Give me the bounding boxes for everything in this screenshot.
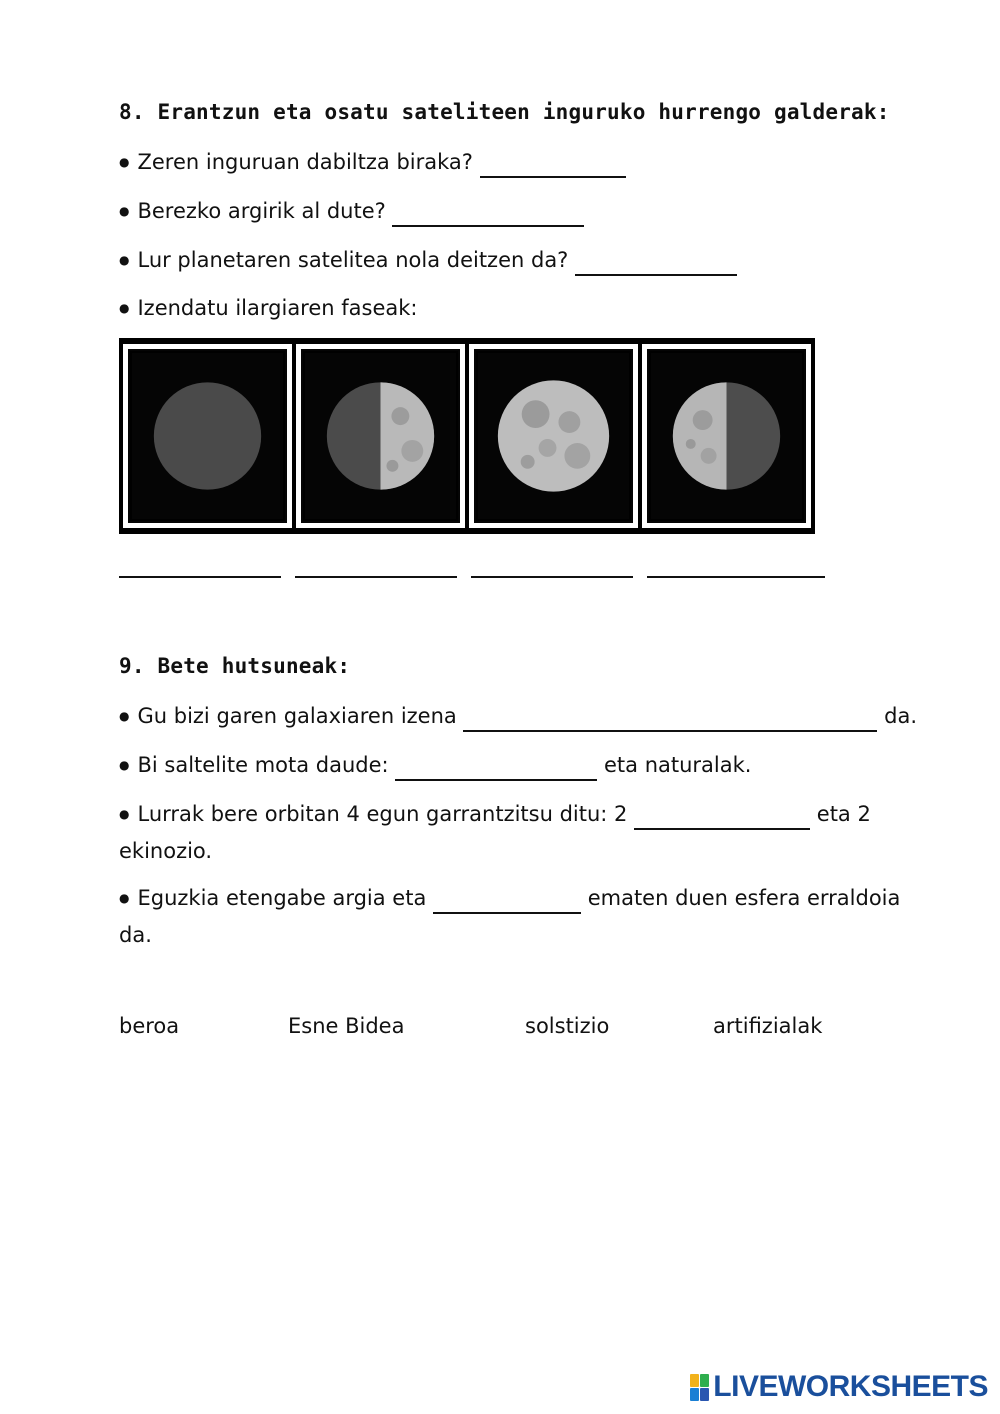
new-moon-picture (123, 344, 292, 528)
phase-answer-field-4[interactable] (647, 556, 825, 578)
question-2-text: Berezko argirik al dute? (137, 199, 386, 223)
answer-field-3[interactable] (575, 254, 737, 276)
liveworksheets-logo-text: LIVEWORKSHEETS (713, 1370, 988, 1403)
fill-field-1[interactable] (463, 710, 877, 732)
sentence-4 (119, 880, 931, 954)
sentence-3-end: eta 2 ekinozio. (119, 802, 871, 863)
answer-field-2[interactable] (392, 205, 584, 227)
section-9-heading: 9. Bete hutsuneak: (119, 654, 351, 678)
word-bank-item: artifizialak (713, 1014, 823, 1038)
question-1 (119, 144, 626, 181)
phase-answer-field-3[interactable] (471, 556, 633, 578)
word-bank-item: Esne Bidea (288, 1014, 405, 1038)
sentence-2-end: eta naturalak. (604, 753, 752, 777)
bullet-icon: ● (119, 155, 130, 169)
liveworksheets-logo (690, 1370, 988, 1404)
question-4-text: Izendatu ilargiaren faseak: (137, 296, 418, 320)
bullet-icon: ● (119, 709, 130, 723)
sentence-3-text: Lurrak bere orbitan 4 egun garrantzitsu ditu: 2 (137, 802, 628, 826)
full-moon-picture (469, 344, 638, 528)
bullet-icon: ● (119, 253, 130, 267)
section-8-heading: 8. Erantzun eta osatu sateliteen inguruko hurrengo galderak: (119, 100, 890, 124)
fill-field-2[interactable] (395, 759, 597, 781)
sentence-4-text: Eguzkia etengabe argia eta (137, 886, 427, 910)
word-bank-item: solstizio (525, 1014, 610, 1038)
moon-phases-image (119, 338, 815, 534)
liveworksheets-logo-icon (690, 1374, 709, 1401)
sentence-3 (119, 796, 931, 870)
sentence-2-text: Bi saltelite mota daude: (137, 753, 389, 777)
word-bank-item: beroa (119, 1014, 180, 1038)
bullet-icon: ● (119, 301, 130, 315)
sentence-1-text: Gu bizi garen galaxiaren izena (137, 704, 457, 728)
bullet-icon: ● (119, 204, 130, 218)
question-2 (119, 193, 584, 230)
fill-field-4[interactable] (433, 892, 581, 914)
question-1-text: Zeren inguruan dabiltza biraka? (137, 150, 473, 174)
first-quarter-moon-picture (296, 344, 465, 528)
question-3 (119, 242, 737, 279)
question-4 (119, 290, 418, 327)
last-quarter-moon-picture (642, 344, 811, 528)
word-bank (0, 1014, 1000, 1050)
sentence-2 (119, 747, 751, 784)
bullet-icon: ● (119, 807, 130, 821)
sentence-4-end: ematen duen esfera erraldoia da. (119, 886, 901, 947)
bullet-icon: ● (119, 758, 130, 772)
phase-answer-field-1[interactable] (119, 556, 281, 578)
answer-field-1[interactable] (480, 156, 626, 178)
sentence-1 (119, 698, 917, 735)
bullet-icon: ● (119, 891, 130, 905)
fill-field-3[interactable] (634, 808, 810, 830)
sentence-1-end: da. (884, 704, 918, 728)
question-3-text: Lur planetaren satelitea nola deitzen da? (137, 248, 569, 272)
phase-answer-field-2[interactable] (295, 556, 457, 578)
